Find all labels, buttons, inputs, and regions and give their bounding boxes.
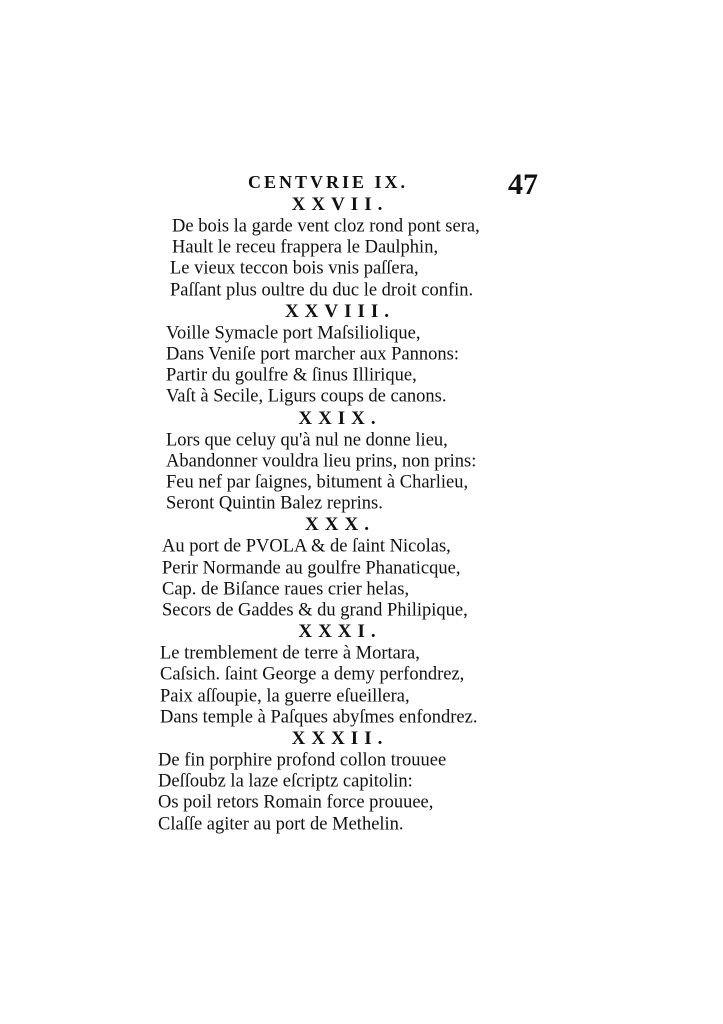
quatrain: [150, 728, 550, 835]
quatrain-number: XXVIII.: [284, 300, 396, 322]
verse-line: Cap. de Biſance raues crier helas,: [162, 578, 410, 600]
quatrain-number: XXIX.: [298, 407, 382, 429]
verse-line: Deſſoubz la laze eſcriptz capitolin:: [158, 771, 413, 793]
verse-column: [150, 194, 550, 835]
verse-line: Paſſant plus oultre du duc le droit confin.: [170, 279, 474, 301]
verse-line: Abandonner vouldra lieu prins, non prins:: [166, 450, 477, 472]
quatrain-number: XXX.: [305, 514, 375, 536]
verse-line: Seront Quintin Balez reprins.: [166, 493, 383, 515]
verse-line: Os poil retors Romain force prouuee,: [158, 792, 434, 814]
quatrain: [150, 301, 550, 408]
verse-line: Lors que celuy qu'à nul ne donne lieu,: [166, 429, 448, 451]
verse-line: Le tremblement de terre à Mortara,: [160, 643, 420, 665]
quatrain-number: XXXII.: [291, 728, 389, 750]
verse-line: Caſsich. ſaint George a demy perfondrez,: [160, 664, 465, 686]
page-number: 47: [508, 168, 538, 201]
verse-line: De bois la garde vent cloz rond pont sera,: [172, 216, 480, 237]
verse-line: Le vieux teccon bois vnis paſſera,: [170, 258, 419, 280]
verse-line: Dans temple à Paſques abyſmes enfondrez.: [160, 706, 478, 728]
quatrain: [150, 621, 550, 728]
quatrain-number: XXXI.: [298, 621, 382, 643]
verse-line: Secors de Gaddes & du grand Philipique,: [162, 600, 468, 622]
verse-line: Feu nef par ſaignes, bitument à Charlieu,: [166, 472, 469, 494]
verse-line: Claſſe agiter au port de Methelin.: [158, 813, 404, 835]
verse-line: Voille Symacle port Maſsiliolique,: [166, 322, 421, 344]
verse-line: Vaſt à Secile, Ligurs coups de canons.: [166, 386, 447, 408]
quatrain-number: XXVII.: [291, 194, 389, 215]
verse-line: Paix aſſoupie, la guerre eſueillera,: [160, 685, 410, 707]
running-head: CENTVRIE IX.: [248, 172, 409, 192]
verse-line: Perir Normande au goulfre Phanaticque,: [162, 557, 461, 579]
verse-line: Dans Veniſe port marcher aux Pannons:: [166, 344, 460, 366]
verse-line: Partir du goulfre & ſinus Illirique,: [166, 365, 417, 387]
quatrain: [150, 194, 550, 301]
verse-line: Hault le receu frappera le Daulphin,: [172, 237, 439, 259]
verse-line: De fin porphire profond collon trouuee: [158, 750, 447, 772]
quatrain: [150, 408, 550, 515]
quatrain: [150, 514, 550, 621]
verse-line: Au port de PVOLA & de ſaint Nicolas,: [162, 536, 451, 558]
